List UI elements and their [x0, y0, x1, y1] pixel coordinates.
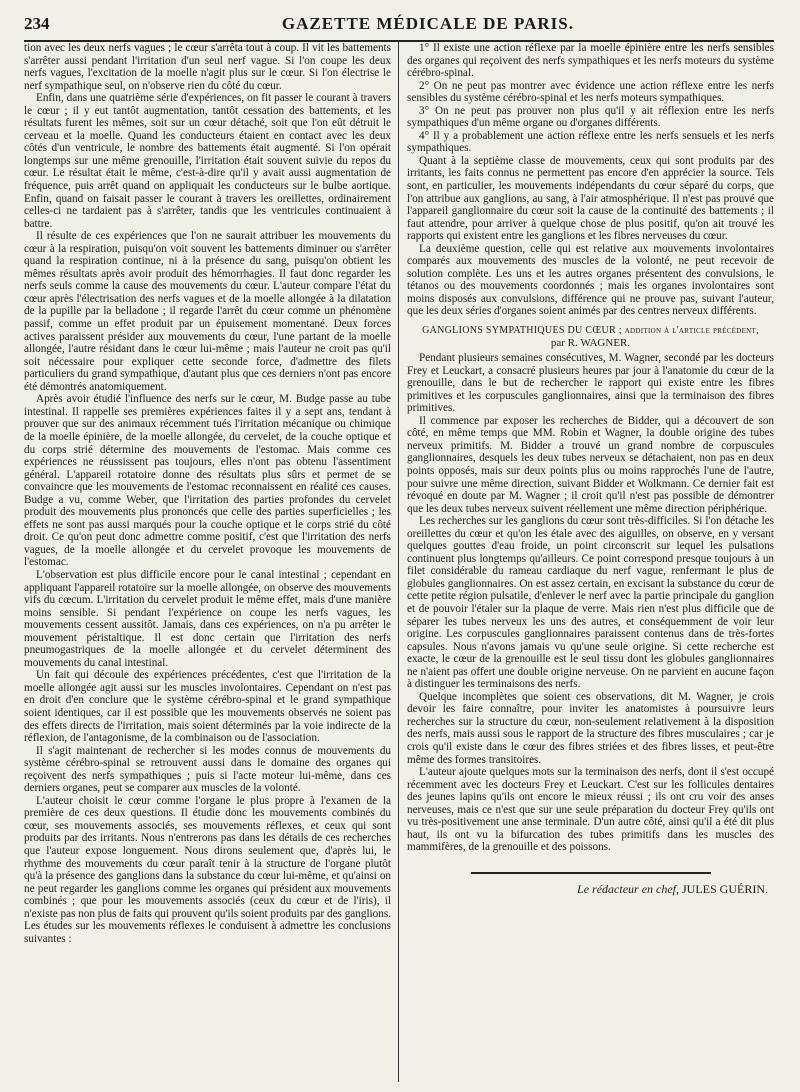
paragraph: La deuxième question, celle qui est relative aux mouvements involontaires comparés aux mouvements des muscles de la volonté, ne peut recevoir de solution complète. Les uns et les autres organes présentent des convulsions, le tétanos ou des mouvements coordonnés ; mais les organes involontaires sont moins disposés aux convulsions, différence qui ne prouve pas, suivant l'auteur, que les deux séries d'organes soient animés par des centres nerveux différents.: [407, 242, 775, 318]
paragraph: Il s'agit maintenant de rechercher si les modes connus de mouvements du système cérébro-spinal se retrouvent aussi dans le domaine des organes qui reçoivent des nerfs sympathiques ; puis si l'acte moteur lui-même, dans ces derniers organes, peut se comparer aux muscles de la volonté.: [24, 744, 392, 795]
conclusion-item: 2° On ne peut pas montrer avec évidence une action réflexe entre les nerfs sensibles du système cérébro-spinal et les nerfs moteurs sympathiques.: [407, 79, 775, 105]
paragraph: Il commence par exposer les recherches de Bidder, qui a découvert de son côté, en même temps que MM. Robin et Wagner, la double origine des tubes nerveux primitifs. M. Bidder a trouvé un grand nombre de corpuscules ganglionnaires, desquels les deux tubes nerveux se détachaient, non pas en deux points opposés, mais sur deux points plus ou moins rapprochés l'une de l'autre, pour suivre une même direction, suivant Bidder et Wolkmann. Ce dernier fait est révoqué en doute par M. Wagner ; il croit qu'il n'est pas possible de démontrer que les deux tubes nerveux suivent réellement une même direction périphérique.: [407, 414, 775, 515]
paragraph: Quelque incomplètes que soient ces observations, dit M. Wagner, je crois devoir les faire connaître, pour inviter les anatomistes à poursuivre leurs recherches sur la structure du cœur, non-seulement relativement à la disposition des nerfs, mais aussi sous le rapport de la structure des fibres musculaires ; car je crois qu'il existe dans le cœur des fibres striées et des fibres lisses, et peut-être même des formes transitoires.: [407, 690, 775, 766]
conclusion-item: 1° Il existe une action réflexe par la moelle épinière entre les nerfs sensibles des organes qui reçoivent des nerfs sympathiques et les nerfs moteurs du système cérébro-spinal.: [407, 42, 775, 80]
section-byline: par R. WAGNER.: [550, 337, 631, 350]
paragraph: Quant à la septième classe de mouvements, ceux qui sont produits par des irritants, les faits connus ne permettent pas encore d'en apprécier la source. Tels sont, en particulier, les mouvements indépendants du cœur séparé du corps, que l'on attribue aux ganglions, au sang, à l'air atmosphérique. Il n'est pas prouvé que l'appareil ganglionnaire du cœur soit la cause de la continuité des battements ; il faut attendre, pour arriver à quelque chose de plus positif, qu'on ait trouvé les rapports qui existent entre les ganglions et les fibres nerveuses du cœur.: [407, 154, 775, 243]
paragraph: Pendant plusieurs semaines consécutives, M. Wagner, secondé par les docteurs Frey et Leuckart, a consacré plusieurs heures par jour à l'anatomie du cœur de la grenouille, dans le but de rechercher le rapport qui existe entre les fibres primitives et les corpuscules ganglionnaires, ainsi que la terminaison des fibres primitives.: [407, 352, 775, 415]
page-header: [24, 14, 774, 38]
section-heading: [407, 324, 774, 350]
conclusion-item: 4° Il y a probablement une action réflexe entre les nerfs sensuels et les nerfs sympathiques.: [407, 129, 775, 155]
journal-title: GAZETTE MÉDICALE DE PARIS.: [281, 14, 574, 33]
right-column: [399, 42, 774, 1082]
end-rule: [471, 872, 711, 874]
paragraph: L'observation est plus difficile encore pour le canal intestinal ; cependant en appliquant l'appareil rotatoire sur la moelle allongée, on observe des mouvements vifs du cœcum. L'irritation du cervelet produit le même effet, mais d'une manière moins sensible. Si pendant l'expérience on coupe les nerfs vagues, les mouvements cessent aussitôt. Jamais, dans ces expériences, on n'a pu arrêter le mouvement péristaltique. Il est donc certain que l'irritation des nerfs pneumogastriques de la moelle allongée et du cervelet déterminent des mouvements du canal intestinal.: [24, 568, 392, 669]
paragraph: Enfin, dans une quatrième série d'expériences, on fit passer le courant à travers le cœur ; il y eut tantôt augmentation, tantôt cessation des battements, et les résultats furent les mêmes, soit sur un cœur détaché, soit que l'on eût détruit le cerveau et la moelle. Quand les conducteurs étaient en contact avec les deux côtés d'un ventricule, le nombre des battements était augmenté. Si l'on opérait longtemps sur une même grenouille, l'irritation était souvent suivie du repos du cœur. Le résultat était le même, c'est-à-dire qu'il y avait aussi augmentation de fréquence, puis arrêt quand on appliquait les conducteurs sur le bulbe aortique. Enfin, quand on faisait passer le courant à travers les oreillettes, ordinairement celles-ci ne tardaient pas à s'arrêter, tandis que les ventricules continuaient à battre.: [24, 92, 392, 230]
section-title: GANGLIONS SYMPATHIQUES DU CŒUR ; addition à l'article précédent,: [422, 325, 759, 337]
paragraph: Les recherches sur les ganglions du cœur sont très-difficiles. Si l'on détache les oreillettes du cœur et qu'on les étale avec des aiguilles, on observe, en y versant quelques gouttes d'eau froide, un point circonscrit sur lequel les pulsations continuent plus longtemps qu'ailleurs. Ce point correspond presque toujours à un filet considérable du rameau cardiaque du nerf vague, renfermant le plus de globules ganglionnaires. On est assez certain, en excisant la substance du cœur de cette petite région pulsatile, d'enlever le nerf avec la partie principale du ganglion et de pouvoir l'étaler sur la plaque de verre. Mais rien n'est plus difficile que de séparer les tubes nerveux les uns des autres, et conséquemment de voir leur origine. Les corpuscules ganglionnaires paraissent contenus dans de très-fortes capsules. Nous n'avons jamais vu qu'une seule origine. Si cette recherche est exacte, le cœur de la grenouille est le seul tissu dont les globules ganglionnaires ne n'aient pas offert une double origine nerveuse. On ne parvient en aucune façon à distinguer les terminaisons des nerfs.: [407, 515, 775, 691]
signature-role: Le rédacteur en chef,: [577, 881, 680, 896]
text-columns: [24, 42, 774, 1082]
paragraph: Après avoir étudié l'influence des nerfs sur le cœur, M. Budge passe au tube intestinal. Il rappelle ses premières expériences faites il y a sept ans, tendant à prouver que sur des animaux récemment tués l'irritation mécanique ou chimique de la moelle épinière, de la moelle allongée, du cervelet, de la couche optique et du corps strié détermine des mouvements de l'estomac. Mais comme ces expériences ne réussissent pas toujours, elles n'ont pas obtenu l'assentiment général. L'appareil rotatoire donne des résultats plus sûrs et permet de se convaincre que les mouvements de l'estomac reconnaissent en réalité ces causes. Budge a vu, comme Weber, que l'irritation des parties profondes du cervelet produit des mouvements plus prononcés que celle des parties superficielles ; les effets ne sont pas aussi marqués pour la couche optique et le corps strié du côté droit. Ce qu'on peut donc admettre comme positif, c'est que l'irritation des nerfs vagues, de la moelle allongée et du cervelet provoque les mouvements de l'estomac.: [24, 393, 392, 569]
paragraph: tion avec les deux nerfs vagues ; le cœur s'arrêta tout à coup. Il vit les battements s'arrêter aussi pendant l'irritation d'un seul nerf vague. Si l'on coupe les deux nerfs vagues, l'excitation de la moelle n'agit plus sur le cœur. Si l'on électrise le nerf sympathique seul, on n'observe rien du côté du cœur.: [24, 42, 392, 92]
conclusion-item: 3° On ne peut pas prouver non plus qu'il y ait réflexion entre les nerfs sympathiques d'un même organe ou d'organes différents.: [407, 104, 775, 130]
paragraph: Un fait qui découle des expériences précédentes, c'est que l'irritation de la moelle allongée agit aussi sur les muscles involontaires. Cependant on n'est pas en droit d'en conclure que le système cérébro-spinal et le grand sympathique soient identiques, car il est possible que les mouvements observés ne soient pas des effets directs de l'irritation, mais soient déterminés par la voie indirecte de la réflexion, de l'antagonisme, de la combinaison ou de l'association.: [24, 669, 392, 745]
signature-name: JULES GUÉRIN.: [682, 881, 769, 896]
editor-signature: [407, 882, 774, 897]
paragraph: Il résulte de ces expériences que l'on ne saurait attribuer les mouvements du cœur à la respiration, puisqu'on voit souvent les battements diminuer ou s'arrêter quand la respiration continue, ni à la présence du sang, puisqu'on obtient les mêmes résultats après avoir produit des hémorrhagies. Il faut donc regarder les nerfs seuls comme la cause des mouvements du cœur. L'auteur compare l'état du cœur après l'électrisation des nerfs vagues et de la moelle allongée à la dilatation de la pupille par la belladone ; il regarde l'arrêt du cœur comme un phénomène passif, comme un effet produit par un épuisement momentané. Deux forces actives paraissent présider aux mouvements du cœur, l'une partant de la moelle allongée, l'autre résidant dans le cœur lui-même ; mais l'auteur ne croit pas qu'il soit nécessaire pour expliquer cette seconde force, d'admettre des filets particuliers du grand sympathique, d'autant plus que ces derniers n'ont pas encore été démontrés anatomiquement.: [24, 230, 392, 393]
left-column: [24, 42, 398, 1082]
page-number: 234: [24, 14, 50, 33]
paragraph: L'auteur choisit le cœur comme l'organe le plus propre à l'examen de la première de ces deux questions. Il étudie donc les mouvements combinés du cœur, ses mouvements associés, ses mouvements réflexes, et ceux qui sont produits par des irritants. Nous n'entrerons pas dans les détails de ces recherches que l'auteur expose longuement. Nous dirons seulement que, d'après lui, le rhythme des mouvements du cœur paraît tenir à la structure de l'organe plutôt qu'à la présence des ganglions dans la substance du cœur lui-même, et qu'ainsi on ne peut regarder les ganglions comme les organes qui président aux mouvements combinés ; que pour les mouvements associés (ceux du cœur et de l'iris), il n'existe pas non plus de faits qui prouvent qu'ils soient produits par des ganglions. Les études sur les mouvements réflexes le conduisent à admettre les conclusions suivantes :: [24, 794, 392, 945]
paragraph: L'auteur ajoute quelques mots sur la terminaison des nerfs, dont il s'est occupé récemment avec les docteurs Frey et Leuckart. C'est sur les follicules dentaires des jeunes lapins qu'ils ont encore le mieux réussi ; ils ont cru voir des anses nerveuses, mais ce n'est que sur une seule préparation du docteur Frey qu'ils ont vu très-positivement une anse terminale. D'un autre côté, ainsi qu'il a été dit plus haut, ils ont vu la bifurcation des tubes primitifs dans les muscles des mammifères, de la grenouille et des poissons.: [407, 766, 775, 854]
